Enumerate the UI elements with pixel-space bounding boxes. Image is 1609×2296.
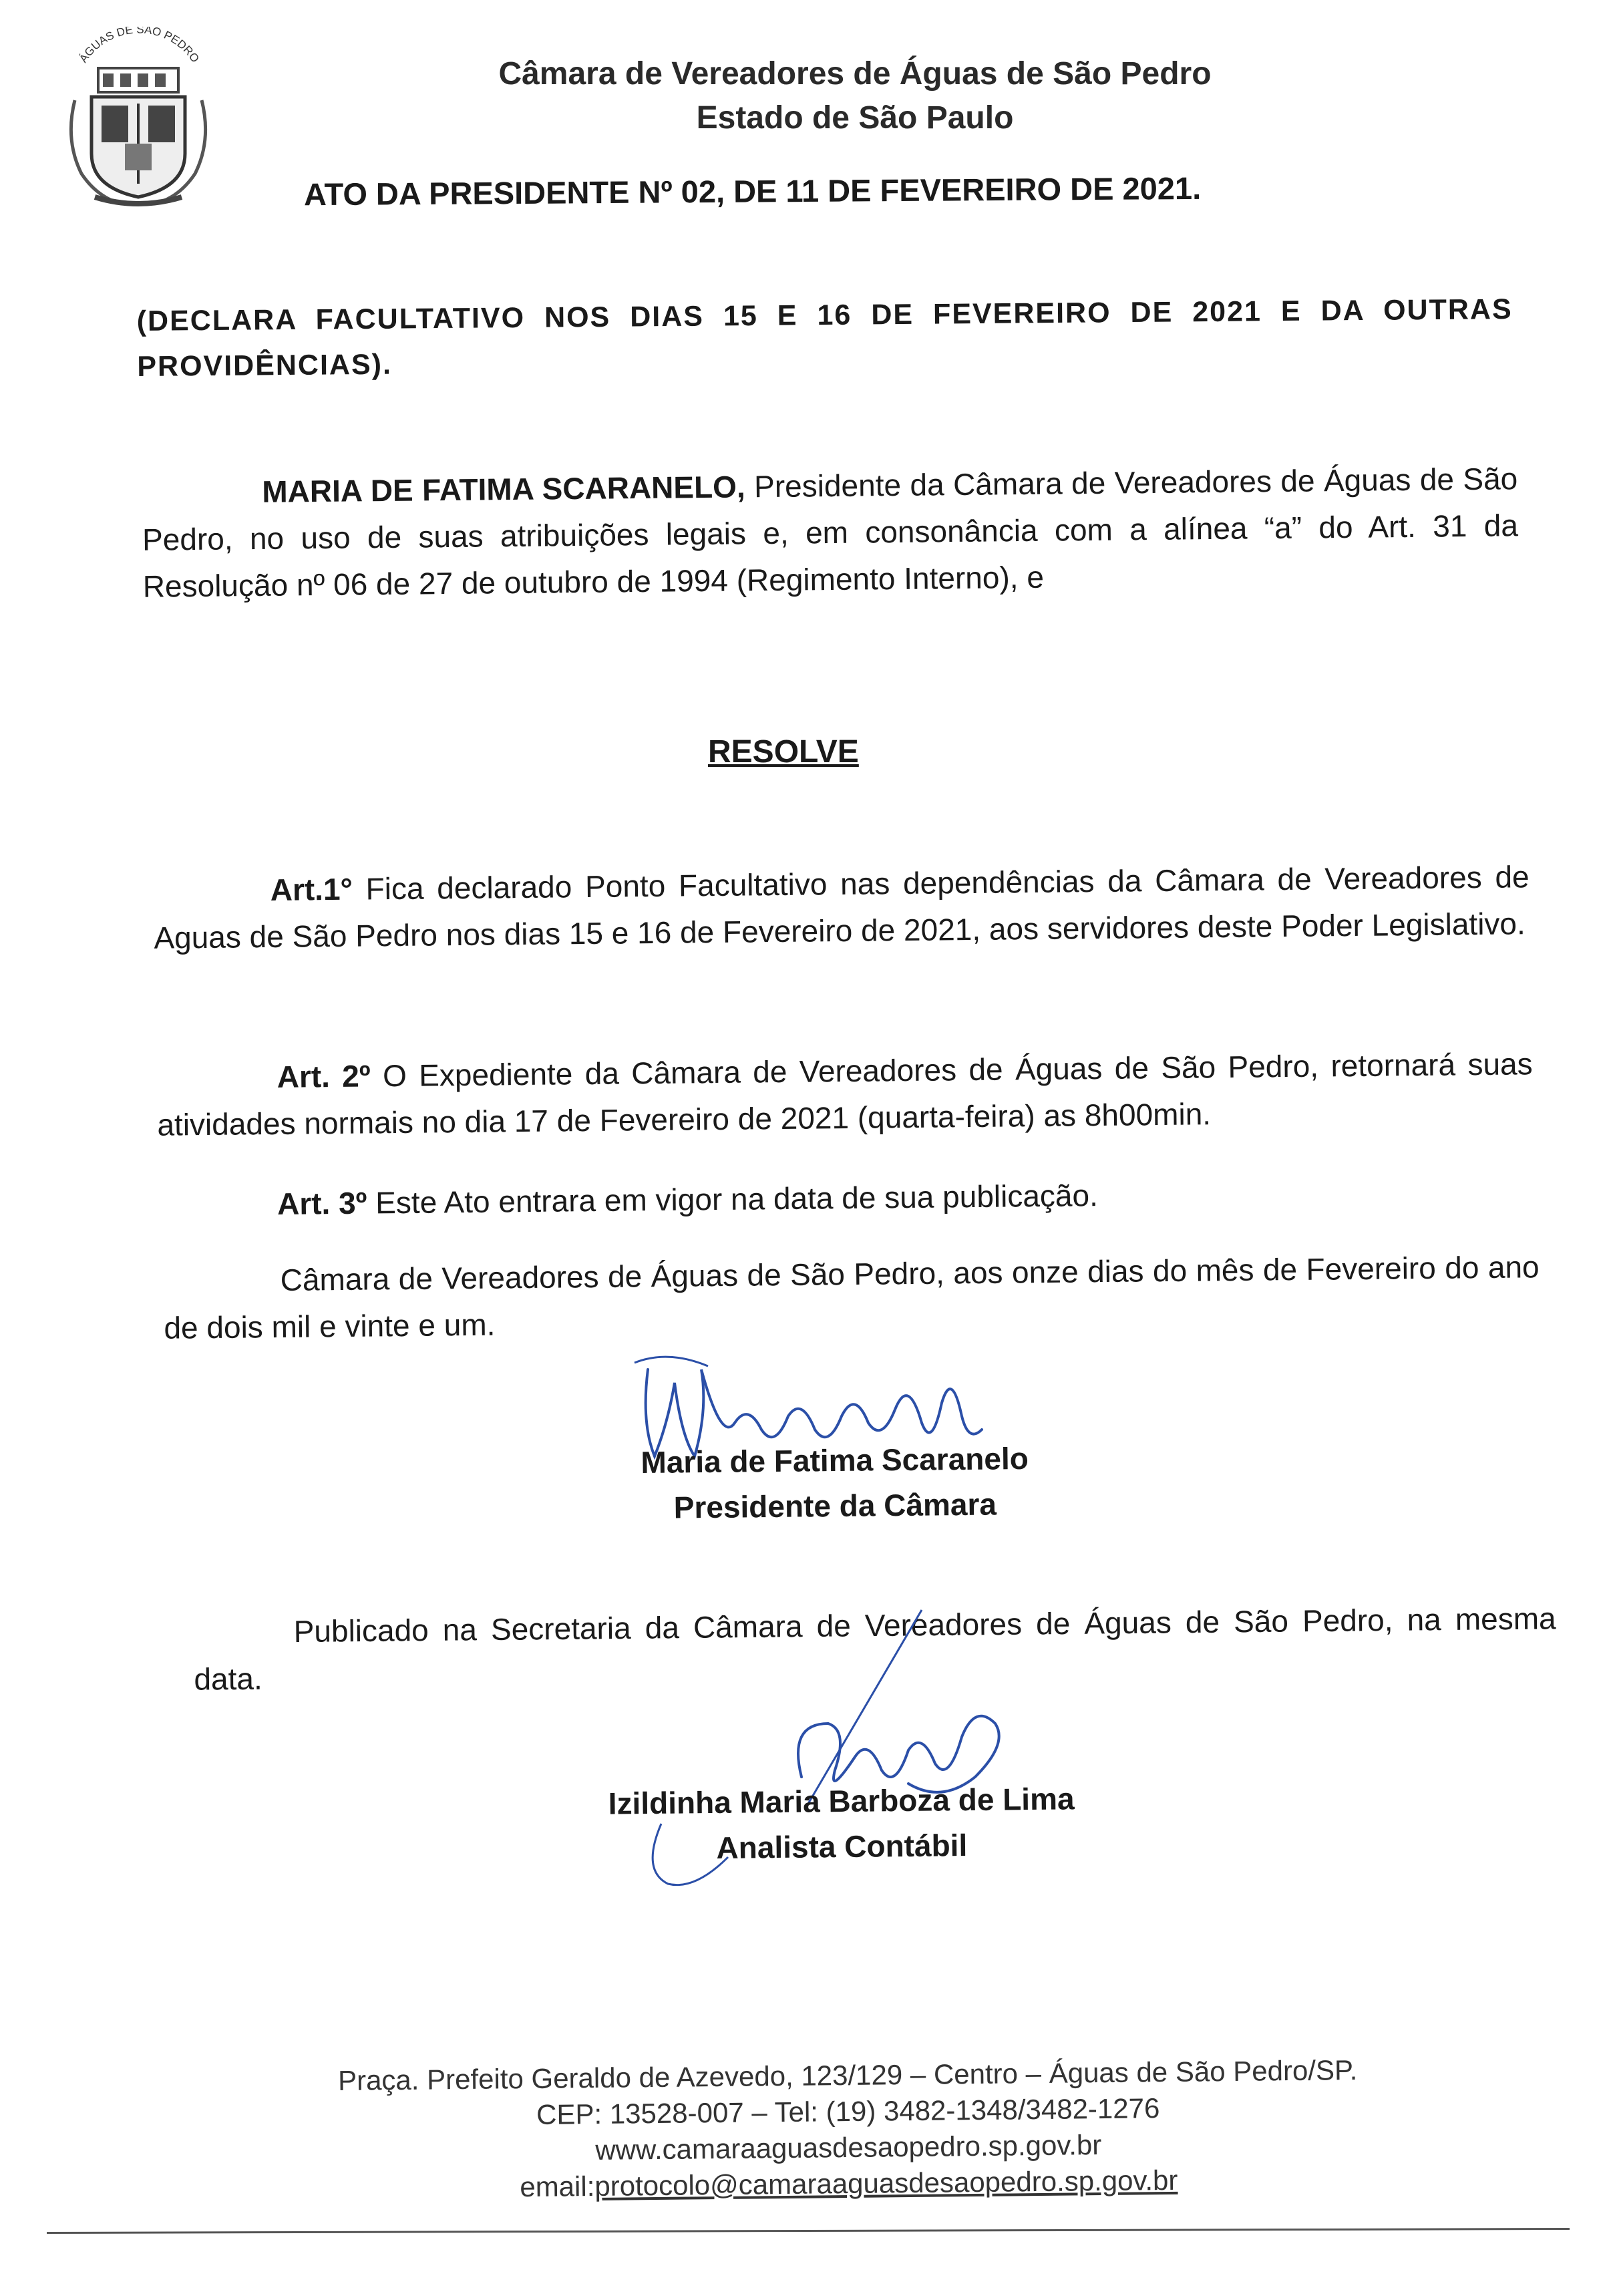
article-1-text: Fica declarado Ponto Facultativo nas dependências da Câmara de Vereadores de Aguas de São Pedro nos dias 15 e 16 de Fevereiro de 2021, aos servidores deste Poder Legislativo.	[154, 859, 1530, 955]
signatory-name: Izildinha Maria Barboza de Lima	[608, 1781, 1075, 1821]
signatory-name: Maria de Fatima Scaranelo	[641, 1440, 1029, 1480]
footer-address: Praça. Prefeito Geraldo de Azevedo, 123/129 – Centro – Águas de São Pedro/SP.	[337, 2054, 1358, 2096]
preamble-paragraph	[142, 455, 1519, 610]
article-2-label: Art. 2º	[277, 1058, 371, 1094]
footer-contact: CEP: 13528-007 – Tel: (19) 3482-1348/3482-1276	[536, 2092, 1160, 2130]
state-name: Estado de São Paulo	[696, 100, 1014, 136]
preamble-text: Presidente da Câmara de Vereadores de Águas de São Pedro, no uso de suas atribuições legais e, em consonância com a alínea “a” do Art. 31 da Resolução nº 06 de 27 de outubro de 1994 (Regimento Interno), e	[142, 461, 1519, 604]
seal-text: ÁGUAS DE SÃO PEDRO	[77, 27, 202, 65]
email-link[interactable]: protocolo@camaraaguasdesaopedro.sp.gov.br	[594, 2164, 1178, 2202]
closing-paragraph: Câmara de Vereadores de Águas de São Pedro, aos onze dias do mês de Fevereiro do ano de dois mil e vinte e um.	[164, 1249, 1540, 1345]
article-2	[156, 1040, 1533, 1148]
resolve-heading: RESOLVE	[708, 734, 859, 770]
president-name: MARIA DE FATIMA SCARANELO,	[262, 469, 745, 509]
signature-block-analyst	[574, 1776, 1109, 1872]
document-header	[401, 52, 1309, 140]
footer-website[interactable]: www.camaraaguasdesaopedro.sp.gov.br	[595, 2129, 1102, 2166]
article-1	[153, 853, 1530, 961]
email-label: email:	[520, 2170, 595, 2203]
signatory-role: Presidente da Câmara	[673, 1486, 997, 1525]
article-1-label: Art.1°	[270, 871, 353, 907]
signature-block-president	[600, 1435, 1069, 1530]
article-3	[277, 1167, 1547, 1227]
act-summary: (DECLARA FACULTATIVO NOS DIAS 15 E 16 DE FEVEREIRO DE 2021 E DA OUTRAS PROVIDÊNCIAS).	[136, 293, 1513, 383]
footer	[280, 2052, 1417, 2208]
article-3-label: Art. 3º	[277, 1185, 367, 1221]
svg-text:ÁGUAS DE SÃO PEDRO	[77, 27, 202, 65]
signatory-role: Analista Contábil	[716, 1828, 968, 1865]
institution-name: Câmara de Vereadores de Águas de São Pedro	[498, 56, 1212, 92]
footer-divider	[47, 2228, 1570, 2234]
publication-note: Publicado na Secretaria da Câmara de Vereadores de Águas de São Pedro, na mesma data.	[194, 1601, 1556, 1697]
article-3-text: Este Ato entrara em vigor na data de sua publicação.	[367, 1178, 1099, 1220]
act-title: ATO DA PRESIDENTE Nº 02, DE 11 DE FEVEREIRO DE 2021.	[303, 170, 1202, 212]
article-2-text: O Expediente da Câmara de Vereadores de Águas de São Pedro, retornará suas atividades normais no dia 17 de Fevereiro de 2021 (quarta-feira) as 8h00min.	[157, 1046, 1533, 1142]
coat-of-arms-logo	[61, 27, 215, 207]
